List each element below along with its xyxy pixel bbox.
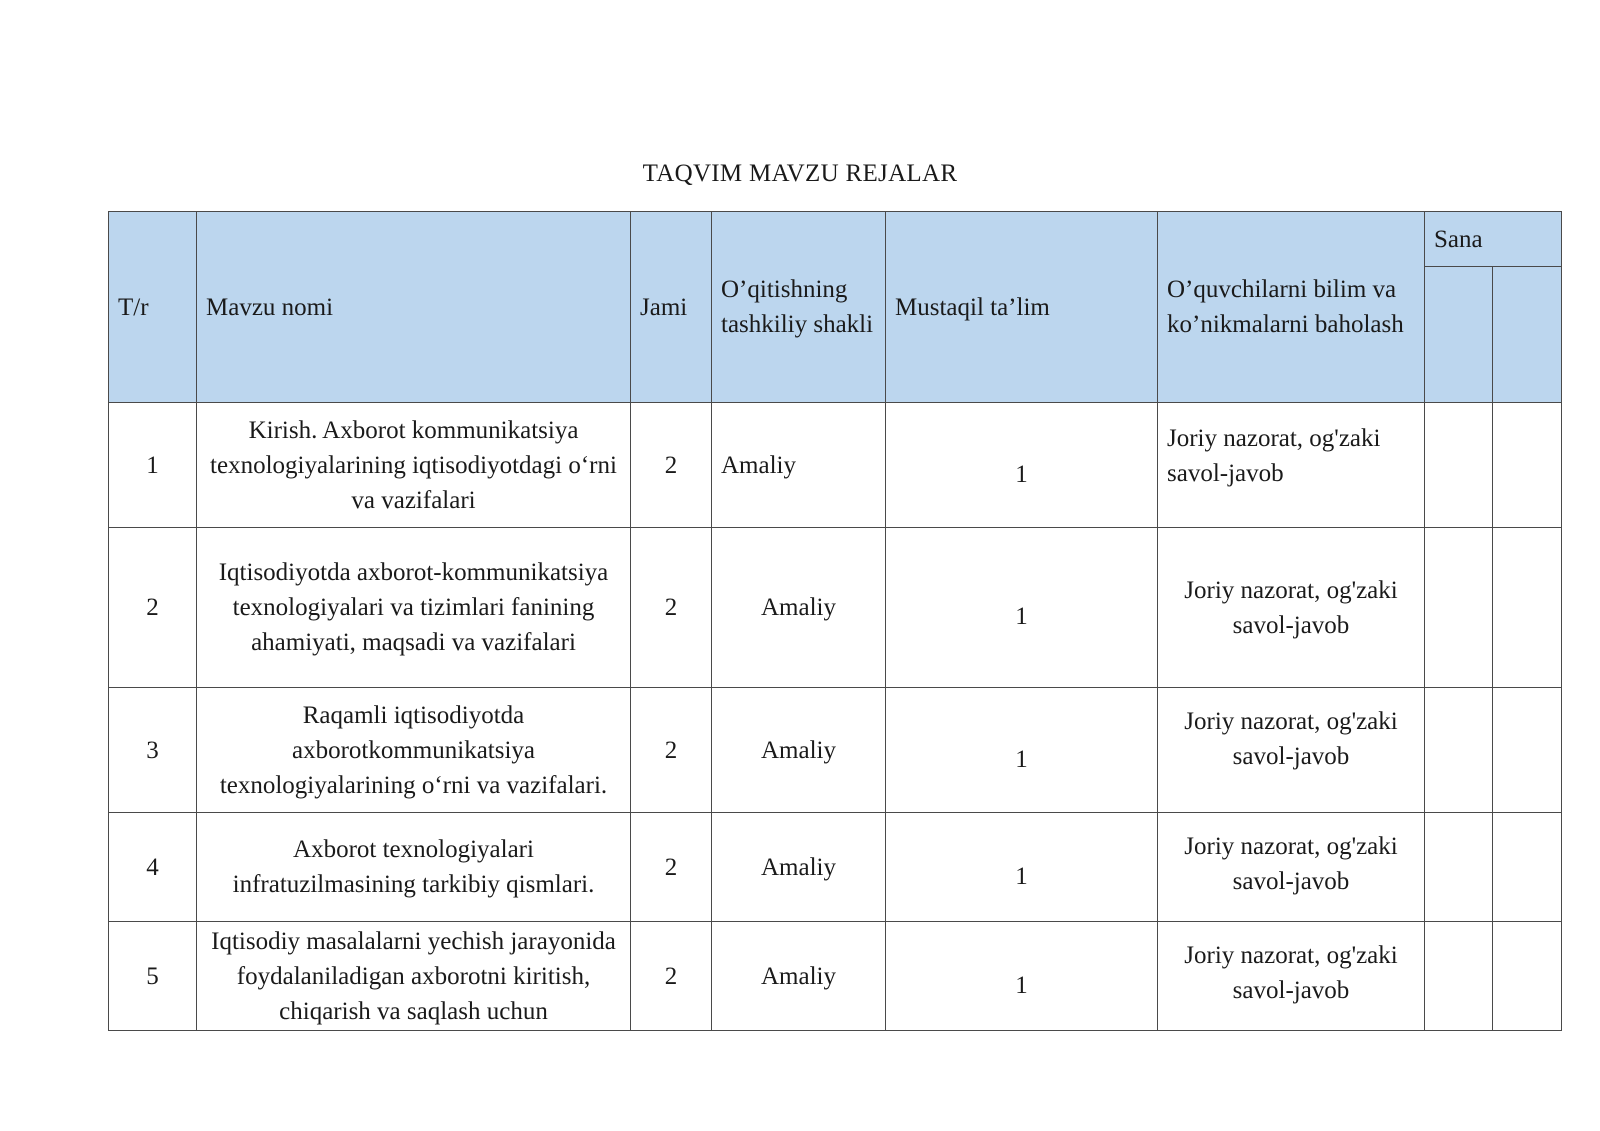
header-sana: Sana bbox=[1425, 212, 1562, 267]
cell-baholash: Joriy nazorat, og'zaki savol-javob bbox=[1158, 922, 1425, 1031]
cell-sana-2 bbox=[1493, 922, 1562, 1031]
table-header bbox=[109, 212, 1562, 403]
table-row bbox=[109, 528, 1562, 688]
cell-shakl: Amaliy bbox=[712, 403, 886, 528]
cell-shakl: Amaliy bbox=[712, 688, 886, 813]
header-tr: T/r bbox=[109, 212, 197, 403]
cell-mustaqil: 1 bbox=[886, 688, 1158, 813]
cell-mavzu: Raqamli iqtisodiyotda axborotkommunikatsiya texnologiyalarining o‘rni va vazifalari. bbox=[197, 688, 631, 813]
cell-sana-1 bbox=[1425, 922, 1493, 1031]
cell-jami: 2 bbox=[631, 922, 712, 1031]
cell-jami: 2 bbox=[631, 403, 712, 528]
cell-sana-2 bbox=[1493, 813, 1562, 922]
cell-mavzu: Iqtisodiyotda axborot-kommunikatsiya texnologiyalari va tizimlari fanining ahamiyati, maqsadi va vazifalari bbox=[197, 528, 631, 688]
cell-jami: 2 bbox=[631, 813, 712, 922]
table-row bbox=[109, 813, 1562, 922]
cell-sana-1 bbox=[1425, 813, 1493, 922]
table-row bbox=[109, 403, 1562, 528]
cell-sana-2 bbox=[1493, 688, 1562, 813]
cell-jami: 2 bbox=[631, 528, 712, 688]
cell-tr: 3 bbox=[109, 688, 197, 813]
cell-jami: 2 bbox=[631, 688, 712, 813]
cell-shakl: Amaliy bbox=[712, 813, 886, 922]
cell-baholash: Joriy nazorat, og'zaki savol-javob bbox=[1158, 403, 1425, 528]
header-sana-sub-1 bbox=[1425, 267, 1493, 403]
cell-mustaqil: 1 bbox=[886, 922, 1158, 1031]
cell-sana-1 bbox=[1425, 528, 1493, 688]
header-sana-sub-2 bbox=[1493, 267, 1562, 403]
page-title: TAQVIM MAVZU REJALAR bbox=[642, 160, 958, 187]
header-mustaqil-talim: Mustaqil ta’lim bbox=[886, 212, 1158, 403]
cell-mavzu: Axborot texnologiyalari infratuzilmasining tarkibiy qismlari. bbox=[197, 813, 631, 922]
header-baholash: O’quvchilarni bilim va ko’nikmalarni baholash bbox=[1158, 212, 1425, 403]
lesson-plan-table bbox=[108, 211, 1562, 1031]
cell-baholash: Joriy nazorat, og'zaki savol-javob bbox=[1158, 688, 1425, 813]
cell-mustaqil: 1 bbox=[886, 813, 1158, 922]
cell-sana-1 bbox=[1425, 688, 1493, 813]
header-mavzu-nomi: Mavzu nomi bbox=[197, 212, 631, 403]
cell-baholash: Joriy nazorat, og'zaki savol-javob bbox=[1158, 528, 1425, 688]
header-oqitish-shakli: O’qitishning tashkiliy shakli bbox=[712, 212, 886, 403]
cell-sana-2 bbox=[1493, 403, 1562, 528]
cell-tr: 2 bbox=[109, 528, 197, 688]
cell-tr: 5 bbox=[109, 922, 197, 1031]
cell-tr: 4 bbox=[109, 813, 197, 922]
cell-sana-1 bbox=[1425, 403, 1493, 528]
cell-sana-2 bbox=[1493, 528, 1562, 688]
table-row bbox=[109, 688, 1562, 813]
cell-tr: 1 bbox=[109, 403, 197, 528]
cell-mustaqil: 1 bbox=[886, 403, 1158, 528]
table-row bbox=[109, 922, 1562, 1031]
cell-shakl: Amaliy bbox=[712, 922, 886, 1031]
cell-mavzu: Kirish. Axborot kommunikatsiya texnologiyalarining iqtisodiyotdagi o‘rni va vazifalari bbox=[197, 403, 631, 528]
header-jami: Jami bbox=[631, 212, 712, 403]
cell-mustaqil: 1 bbox=[886, 528, 1158, 688]
cell-mavzu: Iqtisodiy masalalarni yechish jarayonida foydalaniladigan axborotni kiritish, chiqarish va saqlash uchun bbox=[197, 922, 631, 1031]
cell-shakl: Amaliy bbox=[712, 528, 886, 688]
cell-baholash: Joriy nazorat, og'zaki savol-javob bbox=[1158, 813, 1425, 922]
